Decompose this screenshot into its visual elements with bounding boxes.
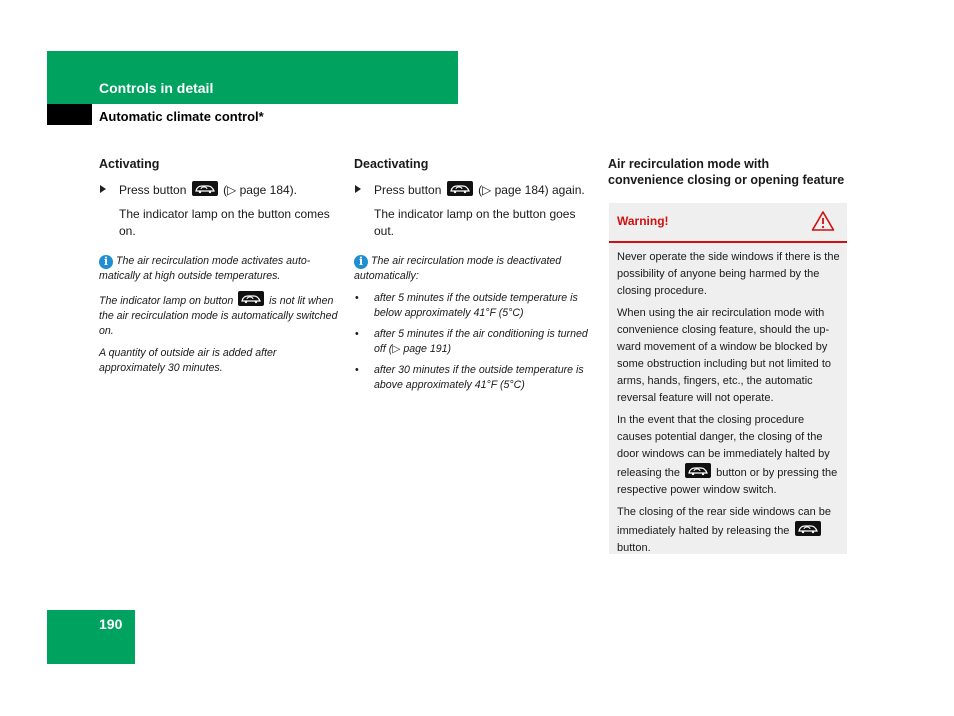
activating-step-post: (▷ page 184).	[223, 183, 298, 197]
list-item	[354, 327, 594, 357]
deactivating-note	[354, 254, 594, 284]
activating-heading: Activating	[99, 157, 160, 171]
air-recirculation-button-icon	[795, 521, 821, 536]
list-item-text: after 30 minutes if the outside temperature is above approximately 41°F (5°C)	[374, 364, 584, 391]
activating-note-2	[99, 291, 339, 339]
section-title: Controls in detail	[99, 80, 214, 96]
info-icon: i	[354, 255, 368, 269]
deactivating-step-post: (▷ page 184) again.	[478, 183, 585, 197]
bullet-icon: •	[355, 364, 359, 376]
warning-label: Warning!	[617, 214, 669, 228]
deactivating-step	[354, 181, 594, 199]
air-recirculation-button-icon	[447, 181, 473, 196]
activating-note-1	[99, 254, 339, 284]
activating-step-pre: Press button	[119, 183, 187, 197]
deactivating-column	[354, 156, 594, 399]
warning-box	[609, 203, 847, 554]
warning-paragraph-1: Never operate the side windows if there is the possibility of anyone being harmed by the closing procedure.	[617, 251, 840, 297]
subsection-marker	[47, 104, 92, 125]
warning-paragraph-4	[617, 504, 841, 557]
activating-result: The indicator lamp on the button comes on.	[119, 207, 330, 238]
list-item-text: after 5 minutes if the outside temperature is below approximately 41°F (5°C)	[374, 292, 578, 319]
step-arrow-icon	[100, 185, 106, 193]
warning-paragraph-3-pre: In the event that the closing procedure causes potential danger, the closing of the door windows can be immediately halted by releasing the	[617, 414, 830, 479]
warning-header	[609, 203, 847, 243]
activating-note-2-post: is not lit when the air recirculation mode is automatically switched on.	[99, 295, 338, 337]
activating-step	[99, 181, 339, 199]
warning-paragraph-4-pre: The closing of the rear side windows can be immediately halted by releasing the	[617, 506, 832, 537]
deactivating-note-text: The air recirculation mode is deactivated automatically:	[354, 255, 562, 282]
warning-triangle-icon	[811, 210, 835, 232]
activating-note-2-pre: The indicator lamp on button	[99, 295, 234, 307]
bullet-icon: •	[355, 328, 359, 340]
warning-paragraph-3-post: button or by pressing the respective power window switch.	[617, 467, 838, 496]
deactivating-step-pre: Press button	[374, 183, 442, 197]
warning-paragraph-4-post: button.	[617, 542, 651, 554]
recirculation-heading: Air recirculation mode with convenience closing or opening feature	[608, 157, 845, 187]
activating-note-3: A quantity of outside air is added after approximately 30 minutes.	[99, 347, 277, 374]
air-recirculation-button-icon	[192, 181, 218, 196]
warning-paragraph-2: When using the air recirculation mode with convenience closing feature, should the up-ward movement of a window be blocked by some obstruction including but not limited to arms, hands, fingers, etc., the automatic reversal feature will not operate.	[617, 307, 832, 404]
activating-note-1-text: The air recirculation mode activates auto-matically at high outside temperatures.	[99, 255, 311, 282]
list-item-text: after 5 minutes if the air conditioning is turned off (▷ page 191)	[374, 328, 588, 355]
step-arrow-icon	[355, 185, 361, 193]
deactivating-heading: Deactivating	[354, 157, 429, 171]
recirculation-column	[608, 156, 848, 197]
warning-paragraph-3	[617, 412, 841, 499]
air-recirculation-button-icon	[238, 291, 264, 306]
bullet-icon: •	[355, 292, 359, 304]
warning-body	[617, 249, 841, 562]
info-icon: i	[99, 255, 113, 269]
subsection-title: Automatic climate control*	[99, 109, 264, 124]
list-item	[354, 291, 594, 321]
activating-column	[99, 156, 339, 383]
list-item	[354, 363, 594, 393]
air-recirculation-button-icon	[685, 463, 711, 478]
header-bar	[47, 51, 458, 104]
page-number: 190	[99, 616, 123, 632]
deactivating-result: The indicator lamp on the button goes out.	[374, 207, 576, 238]
